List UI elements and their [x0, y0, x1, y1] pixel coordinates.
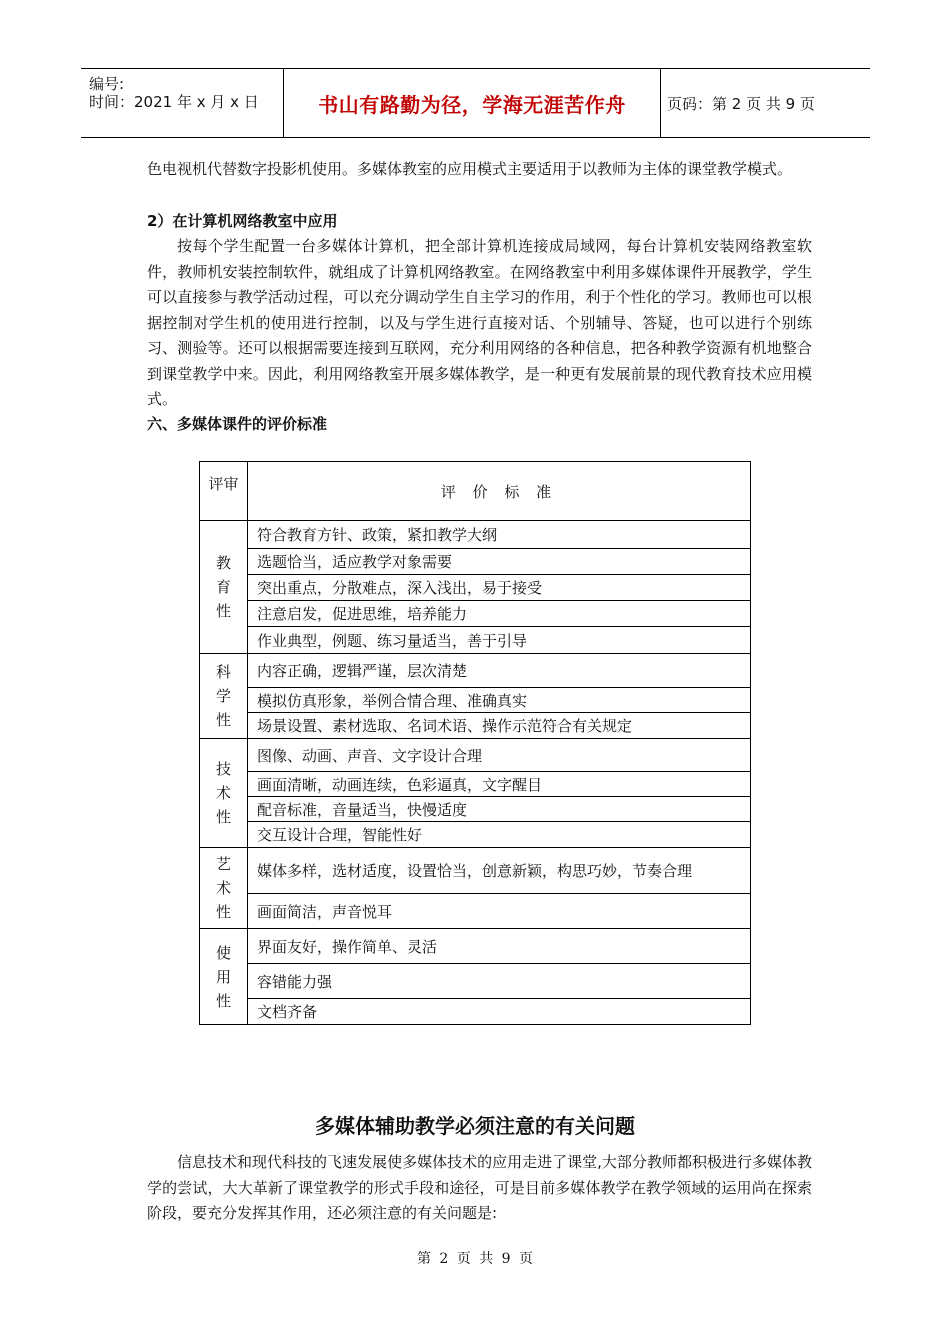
- criteria-cell: 突出重点，分散难点，深入浅出，易于接受: [248, 575, 751, 601]
- page-header: [81, 68, 870, 138]
- table-row: [200, 772, 751, 797]
- table-row: [200, 964, 751, 999]
- category-cell: 教育性: [200, 521, 248, 654]
- criteria-cell: 内容正确，逻辑严谨，层次清楚: [248, 654, 751, 688]
- table-row: [200, 627, 751, 654]
- table-row: [200, 739, 751, 772]
- criteria-cell: 画面清晰，动画连续，色彩逼真，文字醒目: [248, 772, 751, 797]
- heading-evaluation-criteria: 六、多媒体课件的评价标准: [147, 415, 328, 433]
- table-row: [200, 713, 751, 739]
- page-footer: 第 2 页 共 9 页: [416, 1251, 534, 1267]
- category-cell: 技术性: [200, 739, 248, 848]
- table-header-category: 评审: [200, 462, 248, 521]
- evaluation-table: [199, 461, 751, 1025]
- table-row: [200, 929, 751, 964]
- document-number-label: 编号:: [89, 75, 125, 93]
- category-cell: 使用性: [200, 929, 248, 1025]
- criteria-cell: 符合教育方针、政策，紧扣教学大纲: [248, 521, 751, 549]
- criteria-cell: 场景设置、素材选取、名词术语、操作示范符合有关规定: [248, 713, 751, 739]
- paragraph-continued: 色电视机代替数字投影机使用。多媒体教室的应用模式主要适用于以教师为主体的课堂教学模式。: [147, 160, 793, 178]
- paragraph-network-classroom: 按每个学生配置一台多媒体计算机，把全部计算机连接成局域网，每台计算机安装网络教室软件，教师机安装控制软件，就组成了计算机网络教室。在网络教室中利用多媒体课件开展教学，学生可以直接参与教学活动过程，可以充分调动学生自主学习的作用，利于个性化的学习。教师也可以根据控制对学生机的使用进行控制，以及与学生进行直接对话、个别辅导、答疑，也可以进行个别练习、测验等。还可以根据需要连接到互联网，充分利用网络的各种信息，把各种教学资源有机地整合到课堂教学中来。因此，利用网络教室开展多媒体教学，是一种更有发展前景的现代教育技术应用模式。: [147, 237, 812, 408]
- document-date: 时间：2021 年 x 月 x 日: [89, 93, 259, 111]
- table-row: [200, 999, 751, 1025]
- criteria-cell: 画面简洁，声音悦耳: [248, 894, 751, 929]
- category-cell: 艺术性: [200, 848, 248, 929]
- table-row: [200, 549, 751, 575]
- table-header-row: [200, 462, 751, 521]
- criteria-cell: 模拟仿真形象，举例合情合理、准确真实: [248, 688, 751, 713]
- criteria-cell: 文档齐备: [248, 999, 751, 1025]
- section-paragraph: 信息技术和现代科技的飞速发展使多媒体技术的应用走进了课堂,大部分教师都积极进行多媒体教学的尝试，大大革新了课堂教学的形式手段和途径，可是目前多媒体教学在教学领域的运用尚在探索阶段，要充分发挥其作用，还必须注意的有关问题是:: [147, 1153, 812, 1222]
- criteria-cell: 容错能力强: [248, 964, 751, 999]
- table-row: [200, 521, 751, 549]
- section-title: 多媒体辅助教学必须注意的有关问题: [315, 1114, 635, 1138]
- criteria-cell: 图像、动画、声音、文字设计合理: [248, 739, 751, 772]
- table-row: [200, 848, 751, 894]
- table-row: [200, 601, 751, 627]
- criteria-cell: 界面友好，操作简单、灵活: [248, 929, 751, 964]
- category-cell: 科学性: [200, 654, 248, 739]
- criteria-cell: 媒体多样，选材适度，设置恰当，创意新颖，构思巧妙，节奏合理: [248, 848, 751, 894]
- table-row: [200, 654, 751, 688]
- criteria-cell: 注意启发，促进思维，培养能力: [248, 601, 751, 627]
- table-header-criteria: 评 价 标 准: [248, 462, 751, 521]
- criteria-cell: 作业典型，例题、练习量适当，善于引导: [248, 627, 751, 654]
- table-row: [200, 822, 751, 848]
- header-meta: [81, 69, 284, 137]
- header-page-info: 页码：第 2 页 共 9 页: [667, 94, 815, 113]
- table-row: [200, 894, 751, 929]
- criteria-cell: 选题恰当，适应教学对象需要: [248, 549, 751, 575]
- header-motto: 书山有路勤为径，学海无涯苦作舟: [284, 69, 661, 137]
- criteria-cell: 交互设计合理，智能性好: [248, 822, 751, 848]
- table-row: [200, 688, 751, 713]
- criteria-cell: 配音标准，音量适当，快慢适度: [248, 797, 751, 822]
- table-row: [200, 797, 751, 822]
- table-row: [200, 575, 751, 601]
- subheading-network-classroom: 2）在计算机网络教室中应用: [147, 212, 338, 230]
